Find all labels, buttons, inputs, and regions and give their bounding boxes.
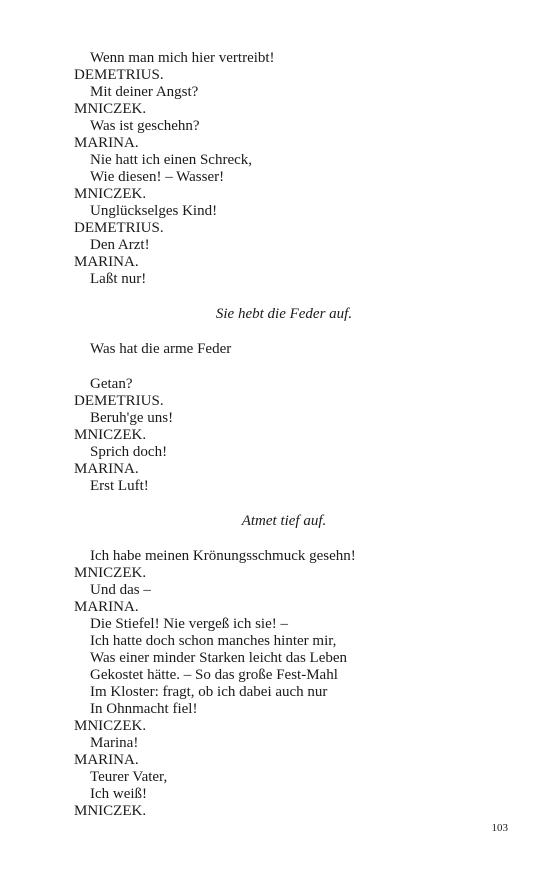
speaker-name: MARINA. <box>74 135 139 151</box>
verse-line: Was ist geschehn? <box>90 118 200 134</box>
verse-line: Gekostet hätte. – So das große Fest-Mahl <box>90 667 338 683</box>
verse-line: Erst Luft! <box>90 478 149 494</box>
verse-line: Nie hatt ich einen Schreck, <box>90 152 253 168</box>
verse-line: Mit deiner Angst? <box>90 84 199 100</box>
speaker-name: DEMETRIUS. <box>74 220 164 236</box>
speaker-name: MARINA. <box>74 461 139 477</box>
speaker-name: MARINA. <box>74 599 139 615</box>
speaker-name: MNICZEK. <box>74 565 147 581</box>
stage-direction: Atmet tief auf. <box>241 513 327 529</box>
speaker-name: MNICZEK. <box>74 101 147 117</box>
verse-line: Was einer minder Starken leicht das Leben <box>90 650 348 666</box>
verse-line: Getan? <box>90 376 133 392</box>
verse-line: Den Arzt! <box>90 237 150 253</box>
verse-line: Teurer Vater, <box>90 769 168 785</box>
verse-line: Im Kloster: fragt, ob ich dabei auch nur <box>90 684 328 700</box>
speaker-name: MNICZEK. <box>74 186 147 202</box>
speaker-name: MNICZEK. <box>74 718 147 734</box>
verse-line: Ich weiß! <box>90 786 148 802</box>
stage-direction: Sie hebt die Feder auf. <box>215 306 353 322</box>
speaker-name: MNICZEK. <box>74 803 147 819</box>
speaker-name: MARINA. <box>74 254 139 270</box>
verse-line: Beruh'ge uns! <box>90 410 174 426</box>
verse-line: Unglückselges Kind! <box>90 203 218 219</box>
verse-line: Sprich doch! <box>90 444 168 460</box>
speaker-name: MARINA. <box>74 752 139 768</box>
verse-line: Ich habe meinen Krönungsschmuck gesehn! <box>90 548 356 564</box>
verse-line: In Ohnmacht fiel! <box>90 701 198 717</box>
verse-line: Und das – <box>90 582 151 598</box>
verse-line: Ich hatte doch schon manches hinter mir, <box>90 633 337 649</box>
verse-line: Marina! <box>90 735 139 751</box>
verse-line: Laßt nur! <box>90 271 147 287</box>
verse-line: Wie diesen! – Wasser! <box>90 169 225 185</box>
speaker-name: MNICZEK. <box>74 427 147 443</box>
speaker-name: DEMETRIUS. <box>74 393 164 409</box>
page-number: 103 <box>491 822 508 834</box>
verse-line: Was hat die arme Feder <box>90 341 232 357</box>
verse-line: Wenn man mich hier vertreibt! <box>90 50 275 66</box>
play-text <box>74 50 494 820</box>
verse-line: Die Stiefel! Nie vergeß ich sie! – <box>90 616 288 632</box>
speaker-name: DEMETRIUS. <box>74 67 164 83</box>
